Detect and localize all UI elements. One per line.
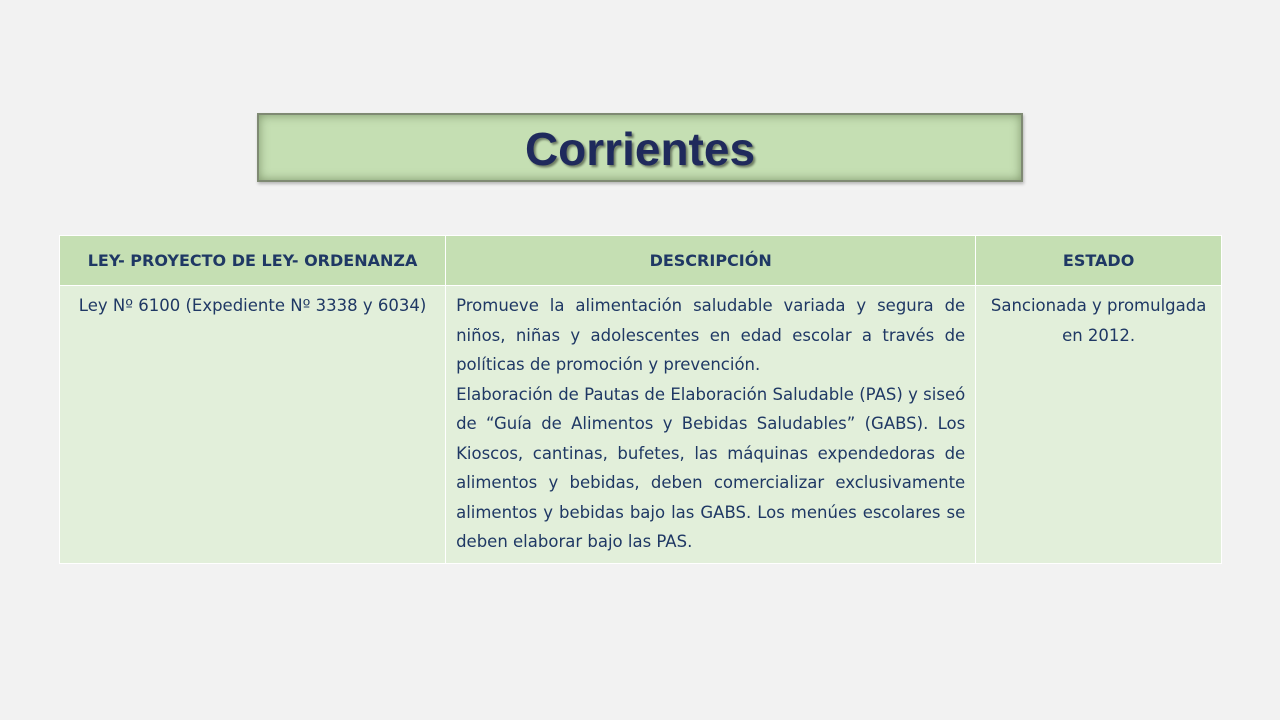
page-title: Corrientes [524,123,756,175]
header-status: ESTADO [976,236,1222,286]
header-law: LEY- PROYECTO DE LEY- ORDENANZA [60,236,446,286]
table-row [60,286,1222,564]
title-banner [257,113,1023,182]
description-cell [446,286,976,564]
laws-table [59,235,1222,564]
status-cell: Sancionada y promulgada en 2012. [976,286,1222,564]
description-paragraph: Promueve la alimentación saludable variada y segura de niños, niñas y adolescentes en edad escolar a través de políticas de promoción y prevención. [456,296,966,374]
table-header-row [60,236,1222,286]
description-paragraph: Elaboración de Pautas de Elaboración Saludable (PAS) y siseó de “Guía de Alimentos y Bebidas Saludables” (GABS). Los Kioscos, cantinas, bufetes, las máquinas expendedoras de alimentos y bebidas, deben comercializar exclusivamente alimentos y bebidas bajo las GABS. Los menúes escolares se deben elaborar bajo las PAS. [456,384,966,551]
header-description: DESCRIPCIÓN [446,236,976,286]
law-cell: Ley Nº 6100 (Expediente Nº 3338 y 6034) [60,286,446,564]
